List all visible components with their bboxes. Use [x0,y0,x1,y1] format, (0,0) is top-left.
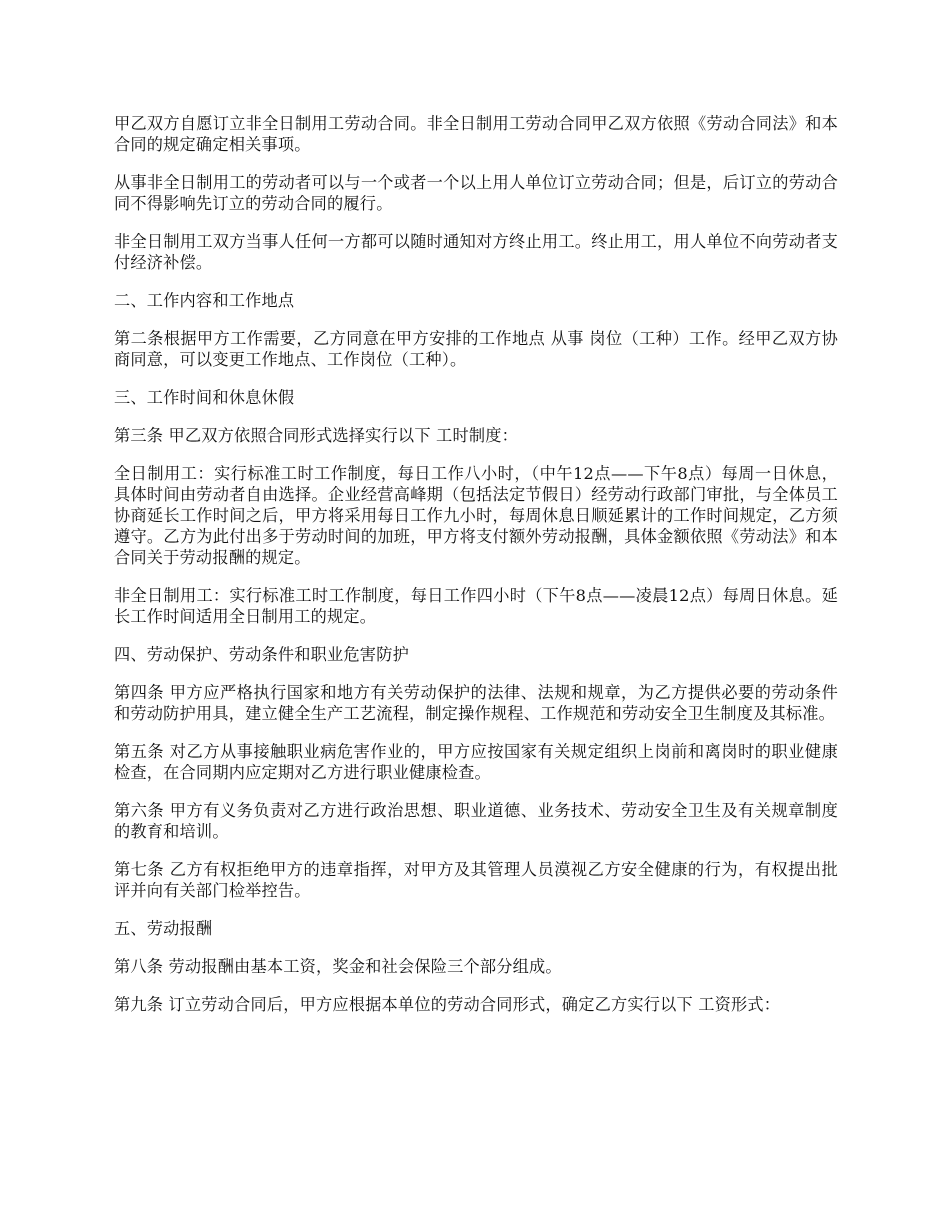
article-7: 第七条 乙方有权拒绝甲方的违章指挥，对甲方及其管理人员漠视乙方安全健康的行为，有权提出批评并向有关部门检举控告。 [114,860,838,900]
section-heading-work-time: 三、工作时间和休息休假 [114,388,295,407]
document-page [114,113,838,1032]
part-time-clause: 非全日制用工：实行标准工时工作制度，每日工作四小时（下午8点——凌晨12点）每周日休息。延长工作时间适用全日制用工的规定。 [114,586,838,626]
section-heading-remuneration: 五、劳动报酬 [114,919,213,938]
full-time-clause: 全日制用工：实行标准工时工作制度，每日工作八小时，（中午12点——下午8点）每周一日休息，具体时间由劳动者自由选择。企业经营高峰期（包括法定节假日）经劳动行政部门审批，与全体员工协商延长工作时间之后，甲方将采用每日工作九小时，每周休息日顺延累计的工作时间规定，乙方须遵守。乙方为此付出多于劳动时间的加班，甲方将支付额外劳动报酬，具体金额依照《劳动法》和本合同关于劳动报酬的规定。 [114,464,838,567]
article-2: 第二条根据甲方工作需要，乙方同意在甲方安排的工作地点 从事 岗位（工种）工作。经甲乙双方协商同意，可以变更工作地点、工作岗位（工种）。 [114,329,838,369]
section-heading-labor-protection: 四、劳动保护、劳动条件和职业危害防护 [114,645,409,664]
article-3: 第三条 甲乙双方依照合同形式选择实行以下 工时制度： [114,426,518,445]
article-6: 第六条 甲方有义务负责对乙方进行政治思想、职业道德、业务技术、劳动安全卫生及有关规章制度的教育和培训。 [114,801,838,841]
article-4: 第四条 甲方应严格执行国家和地方有关劳动保护的法律、法规和规章，为乙方提供必要的劳动条件和劳动防护用具，建立健全生产工艺流程，制定操作规程、工作规范和劳动安全卫生制度及其标准。 [114,683,838,723]
article-9: 第九条 订立劳动合同后，甲方应根据本单位的劳动合同形式，确定乙方实行以下 工资形式： [114,995,781,1014]
article-5: 第五条 对乙方从事接触职业病危害作业的，甲方应按国家有关规定组织上岗前和离岗时的职业健康检查，在合同期内应定期对乙方进行职业健康检查。 [114,742,838,782]
article-8: 第八条 劳动报酬由基本工资，奖金和社会保险三个部分组成。 [114,957,562,976]
paragraph-intro-3: 非全日制用工双方当事人任何一方都可以随时通知对方终止用工。终止用工，用人单位不向劳动者支付经济补偿。 [114,232,838,272]
section-heading-work-content: 二、工作内容和工作地点 [114,291,295,310]
paragraph-intro-1: 甲乙双方自愿订立非全日制用工劳动合同。非全日制用工劳动合同甲乙双方依照《劳动合同法》和本合同的规定确定相关事项。 [114,114,838,154]
paragraph-intro-2: 从事非全日制用工的劳动者可以与一个或者一个以上用人单位订立劳动合同；但是，后订立的劳动合同不得影响先订立的劳动合同的履行。 [114,173,838,213]
